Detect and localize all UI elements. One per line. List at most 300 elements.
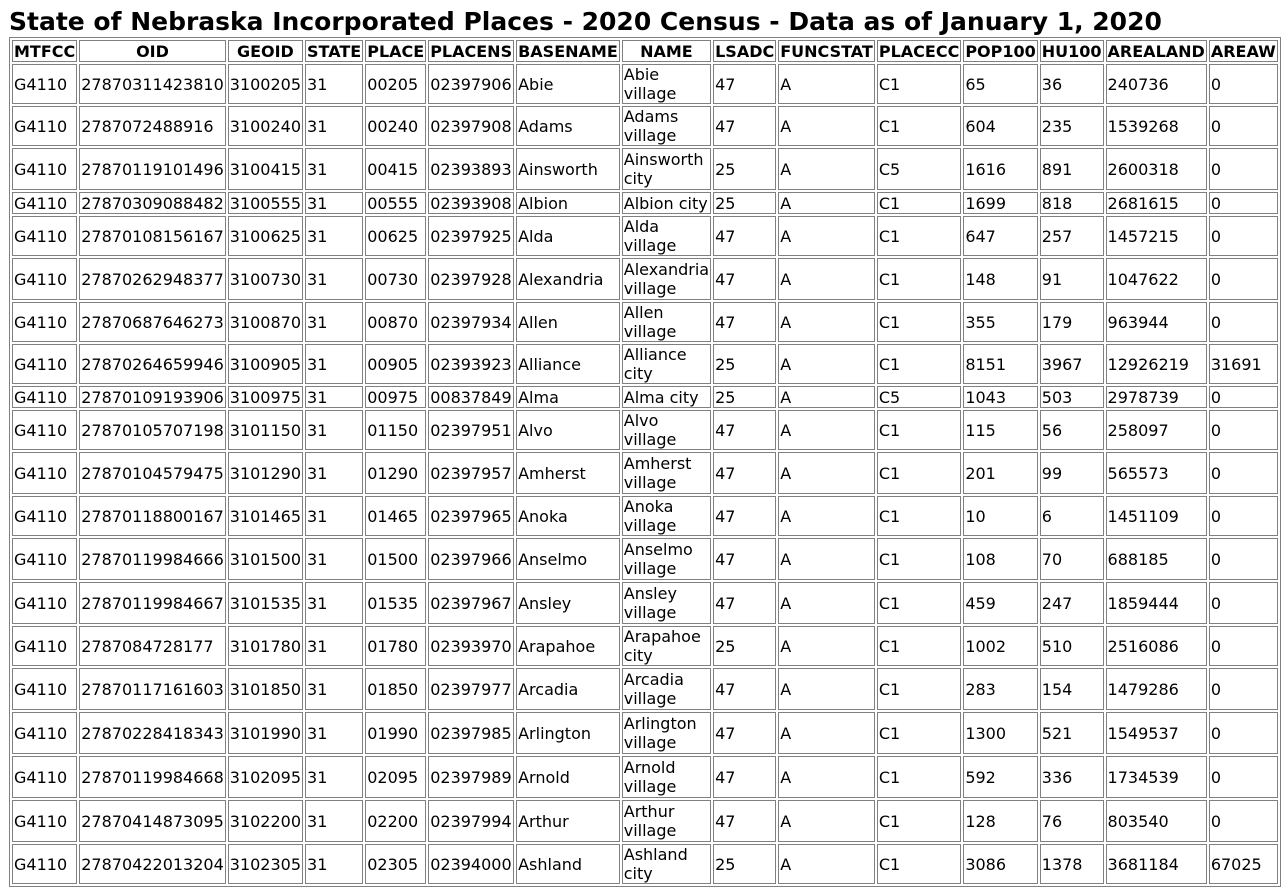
cell-arealand: 2978739: [1106, 386, 1207, 408]
cell-basename: Alma: [516, 386, 620, 408]
cell-oid: 27870264659946: [79, 344, 226, 384]
table-row: [12, 712, 1278, 754]
cell-state: 31: [305, 844, 363, 884]
cell-funcstat: A: [778, 712, 875, 754]
cell-name: Arcadia village: [622, 668, 711, 710]
cell-state: 31: [305, 148, 363, 190]
cell-funcstat: A: [778, 800, 875, 842]
cell-lsadc: 25: [713, 192, 776, 214]
cell-arealand: 1859444: [1106, 582, 1207, 624]
table-row: [12, 258, 1278, 300]
cell-arealand: 2600318: [1106, 148, 1207, 190]
cell-lsadc: 25: [713, 844, 776, 884]
column-header-placecc: PLACECC: [878, 41, 960, 61]
cell-pop100: 355: [963, 302, 1037, 342]
cell-lsadc: 47: [713, 64, 776, 104]
cell-basename: Arlington: [516, 712, 620, 754]
cell-place: 00730: [365, 258, 426, 300]
cell-mtfcc: G4110: [12, 192, 77, 214]
cell-placecc: C1: [877, 844, 961, 884]
cell-areaw: 0: [1209, 192, 1278, 214]
cell-name: Ashland city: [622, 844, 711, 884]
cell-lsadc: 47: [713, 800, 776, 842]
cell-arealand: 258097: [1106, 410, 1207, 450]
cell-placecc: C1: [877, 538, 961, 580]
cell-arealand: 803540: [1106, 800, 1207, 842]
cell-mtfcc: G4110: [12, 538, 77, 580]
cell-state: 31: [305, 538, 363, 580]
cell-mtfcc: G4110: [12, 258, 77, 300]
column-header-hu100: HU100: [1041, 41, 1102, 61]
cell-geoid: 3100730: [228, 258, 303, 300]
cell-place: 00415: [365, 148, 426, 190]
cell-placens: 02397965: [428, 496, 514, 536]
cell-pop100: 604: [963, 106, 1037, 146]
cell-basename: Alliance: [516, 344, 620, 384]
cell-arealand: 1734539: [1106, 756, 1207, 798]
cell-name: Alvo village: [622, 410, 711, 450]
cell-pop100: 1699: [963, 192, 1037, 214]
cell-placens: 02397989: [428, 756, 514, 798]
cell-basename: Adams: [516, 106, 620, 146]
cell-name: Abie village: [622, 64, 711, 104]
cell-mtfcc: G4110: [12, 64, 77, 104]
cell-oid: 27870104579475: [79, 452, 226, 494]
cell-hu100: 1378: [1040, 844, 1104, 884]
cell-areaw: 0: [1209, 410, 1278, 450]
cell-funcstat: A: [778, 452, 875, 494]
cell-areaw: 0: [1209, 800, 1278, 842]
cell-areaw: 67025: [1209, 844, 1278, 884]
cell-pop100: 459: [963, 582, 1037, 624]
cell-mtfcc: G4110: [12, 302, 77, 342]
cell-arealand: 2681615: [1106, 192, 1207, 214]
cell-placens: 02397966: [428, 538, 514, 580]
cell-funcstat: A: [778, 386, 875, 408]
cell-geoid: 3101150: [228, 410, 303, 450]
cell-mtfcc: G4110: [12, 410, 77, 450]
cell-state: 31: [305, 712, 363, 754]
cell-areaw: 0: [1209, 452, 1278, 494]
cell-pop100: 1002: [963, 626, 1037, 666]
cell-lsadc: 25: [713, 626, 776, 666]
column-header-pop100: POP100: [965, 41, 1036, 61]
cell-lsadc: 47: [713, 756, 776, 798]
table-row: [12, 302, 1278, 342]
cell-oid: 27870118800167: [79, 496, 226, 536]
cell-geoid: 3101465: [228, 496, 303, 536]
cell-geoid: 3100205: [228, 64, 303, 104]
column-header-lsadc: LSADC: [715, 41, 775, 61]
column-header-state: STATE: [307, 41, 362, 61]
cell-funcstat: A: [778, 344, 875, 384]
cell-placecc: C1: [877, 496, 961, 536]
cell-placens: 02393970: [428, 626, 514, 666]
cell-basename: Anoka: [516, 496, 620, 536]
cell-hu100: 56: [1040, 410, 1104, 450]
cell-name: Alda village: [622, 216, 711, 256]
cell-oid: 27870105707198: [79, 410, 226, 450]
cell-name: Arthur village: [622, 800, 711, 842]
cell-funcstat: A: [778, 844, 875, 884]
cell-mtfcc: G4110: [12, 756, 77, 798]
cell-arealand: 1539268: [1106, 106, 1207, 146]
cell-geoid: 3100240: [228, 106, 303, 146]
cell-oid: 27870422013204: [79, 844, 226, 884]
table-row: [12, 844, 1278, 884]
cell-hu100: 3967: [1040, 344, 1104, 384]
cell-funcstat: A: [778, 148, 875, 190]
cell-geoid: 3100870: [228, 302, 303, 342]
cell-geoid: 3101500: [228, 538, 303, 580]
cell-pop100: 8151: [963, 344, 1037, 384]
table-row: [12, 192, 1278, 214]
cell-basename: Arcadia: [516, 668, 620, 710]
cell-hu100: 99: [1040, 452, 1104, 494]
cell-lsadc: 47: [713, 410, 776, 450]
cell-mtfcc: G4110: [12, 386, 77, 408]
cell-hu100: 36: [1040, 64, 1104, 104]
cell-basename: Arnold: [516, 756, 620, 798]
cell-arealand: 1451109: [1106, 496, 1207, 536]
cell-place: 00870: [365, 302, 426, 342]
cell-basename: Alexandria: [516, 258, 620, 300]
cell-areaw: 0: [1209, 302, 1278, 342]
cell-oid: 27870262948377: [79, 258, 226, 300]
cell-placens: 02394000: [428, 844, 514, 884]
cell-place: 00205: [365, 64, 426, 104]
cell-lsadc: 47: [713, 712, 776, 754]
page-title: State of Nebraska Incorporated Places - 2020 Census - Data as of January 1, 2020: [9, 7, 1162, 36]
cell-pop100: 283: [963, 668, 1037, 710]
cell-name: Ansley village: [622, 582, 711, 624]
cell-placecc: C1: [877, 668, 961, 710]
cell-hu100: 179: [1040, 302, 1104, 342]
table-header-row: [12, 40, 1278, 62]
cell-name: Anoka village: [622, 496, 711, 536]
cell-state: 31: [305, 756, 363, 798]
cell-hu100: 336: [1040, 756, 1104, 798]
cell-geoid: 3100625: [228, 216, 303, 256]
table-row: [12, 582, 1278, 624]
cell-arealand: 12926219: [1106, 344, 1207, 384]
cell-name: Adams village: [622, 106, 711, 146]
cell-placecc: C1: [877, 258, 961, 300]
cell-oid: 27870119984666: [79, 538, 226, 580]
table-row: [12, 496, 1278, 536]
cell-placens: 02397957: [428, 452, 514, 494]
cell-place: 02305: [365, 844, 426, 884]
cell-lsadc: 47: [713, 538, 776, 580]
cell-geoid: 3100905: [228, 344, 303, 384]
table-row: [12, 216, 1278, 256]
cell-lsadc: 25: [713, 344, 776, 384]
cell-funcstat: A: [778, 582, 875, 624]
cell-place: 00905: [365, 344, 426, 384]
cell-lsadc: 25: [713, 148, 776, 190]
cell-placecc: C5: [877, 386, 961, 408]
table-row: [12, 668, 1278, 710]
column-header-areaw: AREAW: [1210, 41, 1276, 61]
cell-placens: 02393893: [428, 148, 514, 190]
cell-basename: Anselmo: [516, 538, 620, 580]
cell-place: 01990: [365, 712, 426, 754]
cell-lsadc: 47: [713, 496, 776, 536]
cell-place: 02200: [365, 800, 426, 842]
cell-name: Allen village: [622, 302, 711, 342]
cell-lsadc: 25: [713, 386, 776, 408]
cell-oid: 27870311423810: [79, 64, 226, 104]
cell-pop100: 128: [963, 800, 1037, 842]
cell-arealand: 688185: [1106, 538, 1207, 580]
cell-areaw: 0: [1209, 538, 1278, 580]
cell-hu100: 76: [1040, 800, 1104, 842]
cell-arealand: 1549537: [1106, 712, 1207, 754]
cell-place: 01535: [365, 582, 426, 624]
cell-pop100: 1300: [963, 712, 1037, 754]
cell-basename: Arapahoe: [516, 626, 620, 666]
cell-place: 01500: [365, 538, 426, 580]
cell-arealand: 3681184: [1106, 844, 1207, 884]
cell-geoid: 3102305: [228, 844, 303, 884]
cell-mtfcc: G4110: [12, 452, 77, 494]
cell-name: Ainsworth city: [622, 148, 711, 190]
cell-place: 01290: [365, 452, 426, 494]
cell-placens: 02393908: [428, 192, 514, 214]
cell-funcstat: A: [778, 302, 875, 342]
cell-geoid: 3101535: [228, 582, 303, 624]
cell-mtfcc: G4110: [12, 844, 77, 884]
cell-placens: 02397977: [428, 668, 514, 710]
cell-mtfcc: G4110: [12, 712, 77, 754]
cell-pop100: 10: [963, 496, 1037, 536]
cell-hu100: 510: [1040, 626, 1104, 666]
cell-areaw: 0: [1209, 668, 1278, 710]
cell-place: 00555: [365, 192, 426, 214]
column-header-arealand: AREALAND: [1107, 41, 1205, 61]
cell-pop100: 592: [963, 756, 1037, 798]
cell-placens: 02397985: [428, 712, 514, 754]
cell-state: 31: [305, 410, 363, 450]
cell-areaw: 0: [1209, 496, 1278, 536]
cell-funcstat: A: [778, 668, 875, 710]
cell-state: 31: [305, 582, 363, 624]
cell-funcstat: A: [778, 626, 875, 666]
cell-funcstat: A: [778, 64, 875, 104]
cell-geoid: 3101780: [228, 626, 303, 666]
cell-lsadc: 47: [713, 258, 776, 300]
cell-state: 31: [305, 216, 363, 256]
cell-areaw: 0: [1209, 756, 1278, 798]
table-row: [12, 626, 1278, 666]
cell-placecc: C1: [877, 410, 961, 450]
cell-areaw: 31691: [1209, 344, 1278, 384]
cell-placecc: C1: [877, 192, 961, 214]
cell-lsadc: 47: [713, 216, 776, 256]
cell-oid: 27870228418343: [79, 712, 226, 754]
cell-arealand: 1457215: [1106, 216, 1207, 256]
cell-mtfcc: G4110: [12, 496, 77, 536]
cell-placecc: C1: [877, 712, 961, 754]
cell-hu100: 70: [1040, 538, 1104, 580]
cell-arealand: 240736: [1106, 64, 1207, 104]
cell-placecc: C1: [877, 106, 961, 146]
cell-pop100: 3086: [963, 844, 1037, 884]
table-row: [12, 386, 1278, 408]
cell-pop100: 115: [963, 410, 1037, 450]
cell-placecc: C1: [877, 626, 961, 666]
cell-placens: 02397967: [428, 582, 514, 624]
table-row: [12, 756, 1278, 798]
cell-state: 31: [305, 626, 363, 666]
cell-mtfcc: G4110: [12, 800, 77, 842]
cell-lsadc: 47: [713, 582, 776, 624]
cell-hu100: 503: [1040, 386, 1104, 408]
cell-oid: 27870109193906: [81, 387, 224, 407]
cell-funcstat: A: [778, 106, 875, 146]
cell-mtfcc: G4110: [12, 668, 77, 710]
cell-geoid: 3100555: [229, 193, 302, 213]
cell-funcstat: A: [778, 258, 875, 300]
cell-state: 31: [305, 344, 363, 384]
cell-oid: 27870119101496: [79, 148, 226, 190]
cell-areaw: 0: [1209, 216, 1278, 256]
cell-place: 01780: [365, 626, 426, 666]
cell-geoid: 3101290: [228, 452, 303, 494]
cell-oid: 2787072488916: [79, 106, 226, 146]
cell-placens: 02397928: [428, 258, 514, 300]
cell-mtfcc: G4110: [12, 148, 77, 190]
cell-pop100: 108: [963, 538, 1037, 580]
cell-arealand: 565573: [1106, 452, 1207, 494]
cell-mtfcc: G4110: [12, 582, 77, 624]
cell-place: 00975: [365, 386, 426, 408]
table-row: [12, 344, 1278, 384]
cell-funcstat: A: [778, 216, 875, 256]
cell-basename: Ashland: [516, 844, 620, 884]
cell-pop100: 148: [963, 258, 1037, 300]
table-body: [12, 64, 1278, 884]
table-row: [12, 64, 1278, 104]
cell-state: 31: [305, 106, 363, 146]
cell-arealand: 1479286: [1106, 668, 1207, 710]
cell-areaw: 0: [1209, 148, 1278, 190]
column-header-name: NAME: [622, 40, 711, 62]
cell-lsadc: 47: [713, 452, 776, 494]
cell-name: Alliance city: [622, 344, 711, 384]
cell-pop100: 1043: [963, 386, 1037, 408]
cell-basename: Albion: [516, 192, 620, 214]
cell-hu100: 891: [1040, 148, 1104, 190]
cell-basename: Ansley: [516, 582, 620, 624]
cell-hu100: 91: [1040, 258, 1104, 300]
cell-areaw: 0: [1209, 626, 1278, 666]
cell-mtfcc: G4110: [12, 626, 77, 666]
cell-state: 31: [305, 64, 363, 104]
cell-basename: Amherst: [516, 452, 620, 494]
table-row: [12, 452, 1278, 494]
cell-place: 01150: [365, 410, 426, 450]
cell-areaw: 0: [1209, 582, 1278, 624]
cell-placens: 02397908: [428, 106, 514, 146]
cell-basename: Alda: [516, 216, 620, 256]
column-header-oid: OID: [79, 40, 226, 62]
cell-placecc: C1: [877, 216, 961, 256]
column-header-geoid: GEOID: [228, 40, 303, 62]
cell-placens: 02397925: [428, 216, 514, 256]
cell-name: Alma city: [622, 386, 711, 408]
cell-placecc: C1: [877, 452, 961, 494]
cell-placens: 02397906: [428, 64, 514, 104]
table-row: [12, 148, 1278, 190]
cell-hu100: 247: [1040, 582, 1104, 624]
cell-basename: Alvo: [516, 410, 620, 450]
column-header-funcstat: FUNCSTAT: [780, 41, 873, 61]
cell-funcstat: A: [778, 410, 875, 450]
table-row: [12, 800, 1278, 842]
cell-place: 01465: [365, 496, 426, 536]
cell-name: Arnold village: [622, 756, 711, 798]
table-row: [12, 410, 1278, 450]
cell-areaw: 0: [1209, 106, 1278, 146]
cell-oid: 27870117161603: [79, 668, 226, 710]
cell-geoid: 3101850: [228, 668, 303, 710]
cell-areaw: 0: [1209, 64, 1278, 104]
cell-hu100: 154: [1040, 668, 1104, 710]
cell-basename: Ainsworth: [516, 148, 620, 190]
cell-pop100: 65: [963, 64, 1037, 104]
column-header-placens: PLACENS: [430, 41, 513, 61]
cell-lsadc: 47: [713, 668, 776, 710]
cell-funcstat: A: [778, 192, 875, 214]
cell-geoid: 3102200: [228, 800, 303, 842]
cell-funcstat: A: [778, 496, 875, 536]
cell-state: 31: [305, 302, 363, 342]
cell-place: 00625: [365, 216, 426, 256]
cell-state: 31: [305, 192, 363, 214]
column-header-basename: BASENAME: [518, 41, 618, 61]
cell-placecc: C1: [877, 302, 961, 342]
cell-placens: 02397934: [428, 302, 514, 342]
cell-placens: 00837849: [428, 386, 514, 408]
cell-name: Arapahoe city: [622, 626, 711, 666]
cell-placecc: C1: [877, 800, 961, 842]
cell-hu100: 818: [1040, 192, 1104, 214]
cell-hu100: 6: [1040, 496, 1104, 536]
cell-hu100: 235: [1040, 106, 1104, 146]
cell-oid: 27870119984668: [79, 756, 226, 798]
cell-oid: 27870687646273: [79, 302, 226, 342]
cell-basename: Allen: [516, 302, 620, 342]
cell-place: 00240: [365, 106, 426, 146]
cell-state: 31: [305, 386, 363, 408]
cell-arealand: 963944: [1106, 302, 1207, 342]
cell-placecc: C1: [877, 756, 961, 798]
cell-name: Alexandria village: [623, 260, 710, 298]
cell-placecc: C1: [877, 344, 961, 384]
cell-geoid: 3100975: [229, 387, 302, 407]
cell-oid: 27870414873095: [79, 800, 226, 842]
cell-lsadc: 47: [713, 302, 776, 342]
table-row: [12, 538, 1278, 580]
cell-place: 01850: [365, 668, 426, 710]
cell-name: Albion city: [622, 192, 711, 214]
cell-state: 31: [305, 452, 363, 494]
cell-mtfcc: G4110: [12, 216, 77, 256]
cell-arealand: 1047622: [1106, 258, 1207, 300]
cell-pop100: 201: [963, 452, 1037, 494]
column-header-mtfcc: MTFCC: [14, 41, 76, 61]
